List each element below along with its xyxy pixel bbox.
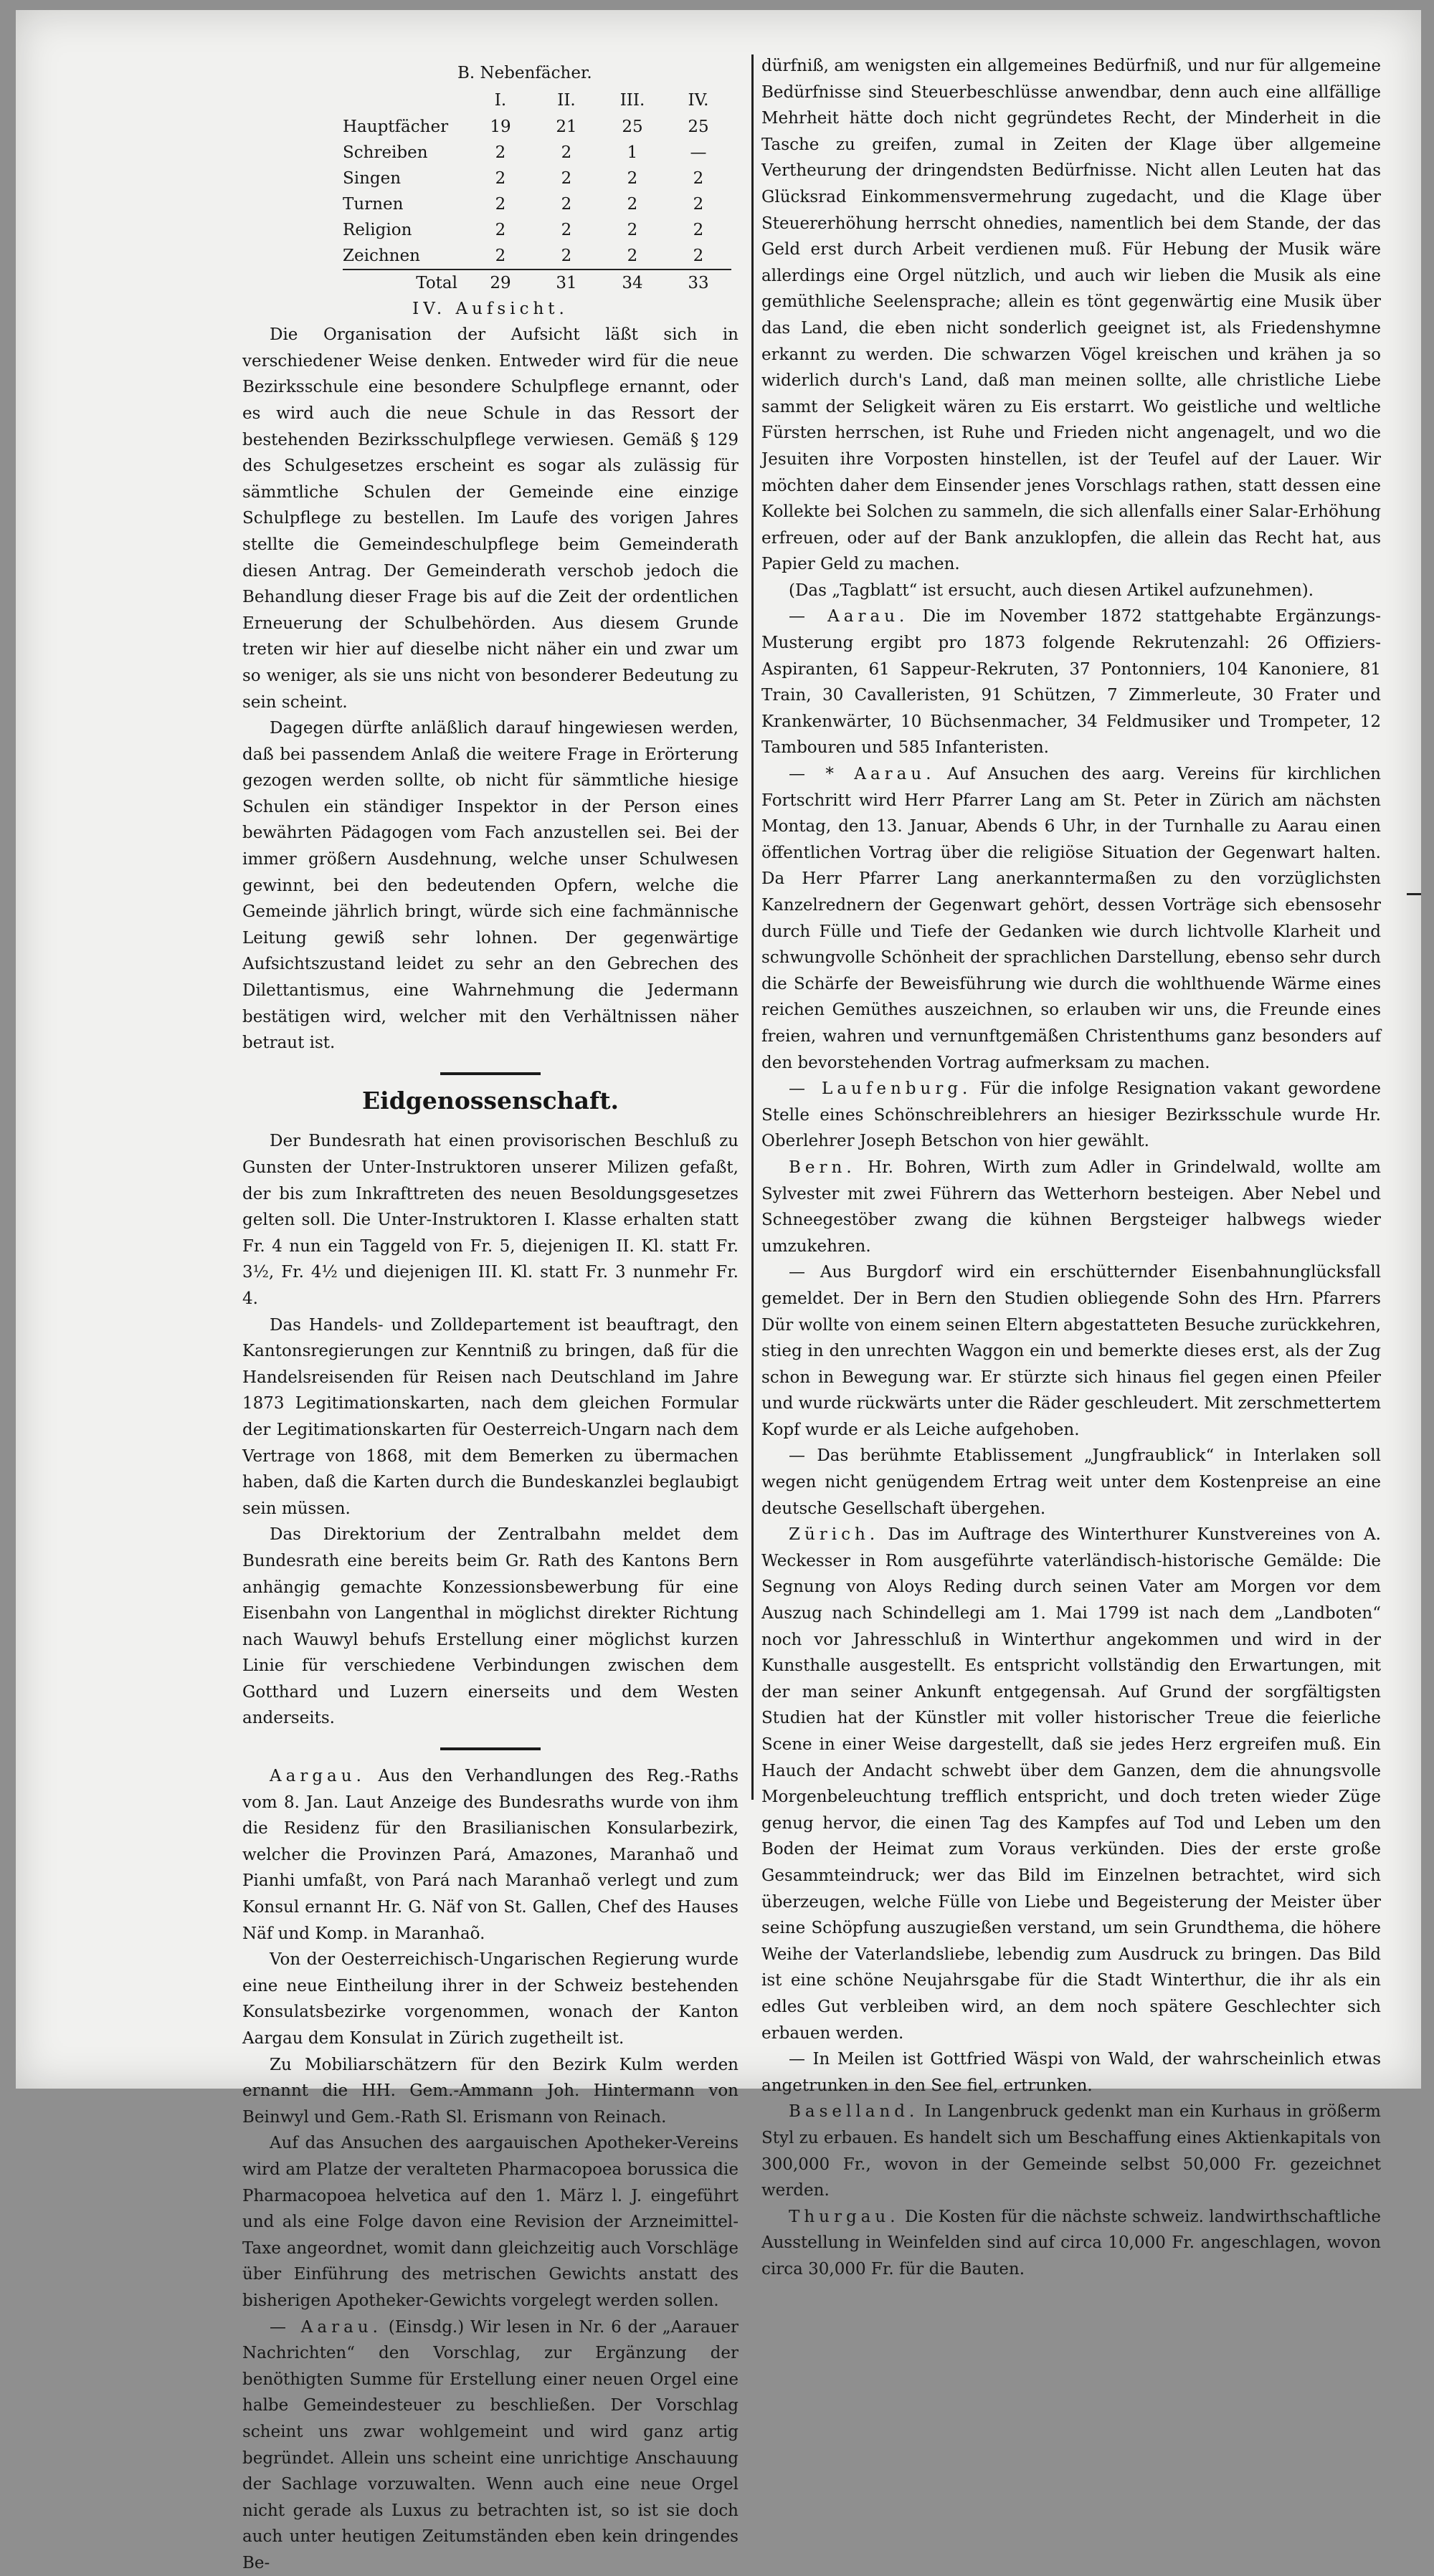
right-column [761, 53, 1381, 2282]
table-row [343, 140, 731, 166]
news-item [761, 1522, 1381, 2046]
dateline: — Laufenburg. [789, 1079, 972, 1099]
total-cell: 29 [467, 269, 533, 296]
cell: 2 [561, 143, 572, 162]
row-label: Zeichnen [343, 246, 420, 265]
table-row [343, 217, 731, 243]
dateline: — Aarau. [789, 607, 909, 626]
left-column [242, 60, 739, 2576]
news-text: Für die infolge Resignation vakant gewordene Stelle eines Schönschreiblehrers an hiesiger Bezirksschule wurde Hr. Oberlehrer Joseph Betschon von hier gewählt. [761, 1079, 1381, 1151]
cell: 19 [490, 117, 511, 136]
cell: 2 [627, 220, 638, 239]
paragraph: — Das berühmte Etablissement „Jungfraublick“ in Interlaken soll wegen nicht genügendem Ertrag weit unter dem Kostenpreise an eine deutsche Gesellschaft übergehen. [761, 1446, 1381, 1518]
cell: 2 [693, 220, 704, 239]
total-cell: 33 [665, 269, 731, 296]
table-caption: B. Nebenfächer. [457, 64, 592, 82]
column-divider [751, 54, 754, 1800]
section-heading-aufsicht: IV. Aufsicht. [412, 299, 569, 318]
header-cell: IV. [688, 90, 709, 110]
paragraph: — In Meilen ist Gottfried Wäspi von Wald, der wahrscheinlich etwas angetrunken in den See fiel, ertrunken. [761, 2050, 1381, 2095]
cell: 21 [556, 117, 577, 136]
row-label: Schreiben [343, 143, 428, 162]
total-cell: 34 [599, 269, 665, 296]
cell: 25 [688, 117, 709, 136]
paragraph: Die Organisation der Aufsicht läßt sich in verschiedener Weise denken. Entweder wird für die neue Bezirksschule eine besondere Schulpflege ernannt, oder es wird auch die neue Schule in das Ressort der bestehenden Bezirksschulpflege verwiesen. Gemäß § 129 des Schulgesetzes erscheint es sogar als zulässig für sämmtliche Schulen der Gemeinde eine einzige Schulpflege zu bestellen. Im Laufe des vorigen Jahres stellte die Gemeindeschulpflege beim Gemeinderath diesen Antrag. Der Gemeinderath verschob jedoch die Behandlung dieser Frage bis auf die Zeit der ordentlichen Erneuerung der Schulbehörden. Aus diesem Grunde treten wir hier auf dieselbe nicht näher ein und zwar um so weniger, als sie uns nicht von besonderer Bedeutung zu sein scheint. [242, 325, 739, 712]
cell: 2 [627, 194, 638, 214]
header-cell: III. [619, 90, 645, 110]
table-row [343, 114, 731, 140]
header-cell: I. [494, 90, 507, 110]
news-text: In Langenbruck gedenkt man ein Kurhaus in größerm Styl zu erbauen. Es handelt sich um Beschaffung eines Aktienkapitals von 300,000 Fr., wovon in der Gemeinde selbst 50,000 Fr. gezeichnet werden. [761, 2102, 1381, 2200]
row-label: Religion [343, 220, 412, 239]
dateline: Aargau. [270, 1767, 366, 1786]
cell: 25 [622, 117, 643, 136]
table-total-row [343, 269, 731, 296]
news-item [761, 1076, 1381, 1155]
news-text: Hr. Bohren, Wirth zum Adler in Grindelwald, wollte am Sylvester mit zwei Führern das Wetterhorn besteigen. Aber Nebel und Schneegestöber zwang die kühnen Bergsteiger halbwegs wieder umzukehren. [761, 1158, 1381, 1256]
row-label: Singen [343, 168, 402, 188]
newspaper-page [16, 10, 1421, 2572]
dateline: Thurgau. [789, 2207, 900, 2226]
paragraph: dürfniß, am wenigsten ein allgemeines Bedürfniß, und nur für allgemeine Bedürfnisse sind Steuerbeschlüsse anwendbar, denn auch eine allfällige Mehrheit hätte doch nicht gegründetes Recht, der Minderheit in die Tasche zu greifen, zumal in Zeiten der Klage über allgemeine Vertheurung der dringendsten Bedürfnisse. Nicht allen Leuten hat das Glücksrad Einkommensvermehrung zugedacht, und die Klage über Steuererhöhung herrscht ohnedies, namentlich bei dem Stande, der das Geld erst durch Arbeit verdienen muß. Für Hebung der Musik wäre allerdings eine Orgel nützlich, und auch wir lieben die Musik als eine gemüthliche Seelensprache; allein es tönt gegenwärtig eine Musik über das Land, die eben nicht sonderlich geeignet ist, als Friedenshymne erkannt zu werden. Die schwarzen Vögel kreischen und krähen ja so widerlich durch's Land, daß man meinen sollte, alle christliche Liebe sammt der Seligkeit wären zu Eis erstarrt. Wo geistliche und weltliche Fürsten herrschen, ist Ruhe und Frieden nicht angenagelt, und wo die Jesuiten ihre Vorposten hinstellen, ist der Teufel auf der Lauer. Wir möchten daher dem Einsender jenes Vorschlags rathen, statt dessen eine Kollekte bei Solchen zu sammeln, die sich allenfalls einer Salar-Erhöhung erfreuen, oder auf der Bank anzuklopfen, die allein das Recht hat, aus Papier Geld zu machen. [761, 57, 1381, 574]
paragraph: Dagegen dürfte anläßlich darauf hingewiesen werden, daß bei passendem Anlaß die weitere Frage in Erörterung gezogen werden sollte, ob nicht für sämmtliche hiesige Schulen ein ständiger Inspektor in der Person eines bewährten Pädagogen vom Fach anzustellen sei. Bei der immer größern Ausdehnung, welche unser Schulwesen gewinnt, bei den bedeutenden Opfern, welche die Gemeinde jährlich bringt, würde sich eine fachmännische Leitung gewiß sehr lohnen. Der gegenwärtige Aufsichtszustand leidet zu sehr an den Gebrechen des Dilettantismus, eine Wahrnehmung die Jedermann bestätigen wird, welcher mit den Verhältnissen näher betraut ist. [242, 719, 739, 1053]
cell: 2 [495, 194, 506, 214]
cell: — [690, 143, 707, 162]
divider [440, 1747, 541, 1750]
news-item [242, 2314, 739, 2576]
news-item [242, 1763, 739, 1947]
news-text: Die Kosten für die nächste schweiz. landwirthschaftliche Ausstellung in Weinfelden sind auf circa 10,000 Fr. angeschlagen, wovon circa 30,000 Fr. für die Bauten. [761, 2207, 1381, 2279]
news-text: Aus den Verhandlungen des Reg.-Raths vom 8. Jan. Laut Anzeige des Bundesraths wurde von ihm die Residenz für den Brasilianischen Konsularbezirk, welcher die Provinzen Pará, Amazones, Maranhaõ und Pianhi umfaßt, von Pará nach Maranhaõ verlegt und zum Konsul ernannt Hr. G. Näf von St. Gallen, Chef des Hauses Näf und Komp. in Maranhaõ. [242, 1767, 739, 1943]
dateline: — Aarau. [270, 2317, 382, 2337]
cell: 2 [495, 220, 506, 239]
paragraph: Zu Mobiliarschätzern für den Bezirk Kulm werden ernannt die HH. Gem.-Ammann Joh. Hintermann von Beinwyl und Gem.-Rath Sl. Erismann von Reinach. [242, 2055, 739, 2127]
paragraph: Das Handels- und Zolldepartement ist beauftragt, den Kantonsregierungen zur Kenntniß zu bringen, daß für die Handelsreisenden für Reisen nach Deutschland im Jahre 1873 Legitimationskarten, nach dem gleichen Formular der Legitimationskarten für Oesterreich-Ungarn nach dem Vertrage von 1868, mit dem Bemerken zu übermachen haben, daß die Karten durch die Bundeskanzlei beglaubigt sein müssen. [242, 1315, 739, 1518]
cell: 2 [693, 194, 704, 214]
paragraph: Das Direktorium der Zentralbahn meldet dem Bundesrath eine bereits beim Gr. Rath des Kantons Bern anhängig gemachte Konzessionsbewerbung für eine Eisenbahn von Langenthal in möglichst direkter Richtung nach Wauwyl behufs Erstellung einer möglichst kurzen Linie für verschiedene Verbindungen zwischen dem Gotthard und Luzern einerseits und dem Westen anderseits. [242, 1525, 739, 1728]
news-text: (Einsdg.) Wir lesen in Nr. 6 der „Aarauer Nachrichten“ den Vorschlag, zur Ergänzung der benöthigten Summe für Erstellung einer neuen Orgel eine halbe Gemeindesteuer zu beschließen. Der Vorschlag scheint uns zwar wohlgemeint und wird ganz artig begründet. Allein uns scheint eine unrichtige Anschauung der Sachlage vorzuwalten. Wenn auch eine neue Orgel nicht gerade als Luxus zu betrachten ist, so ist sie doch auch unter heutigen Zeitumständen eben kein dringendes Be- [242, 2317, 739, 2572]
paragraph: — Aus Burgdorf wird ein erschütternder Eisenbahnunglücksfall gemeldet. Der in Bern den Studien obliegende Sohn des Hrn. Pfarrers Dür wollte von einem seinen Eltern abgestatteten Besuche zurückkehren, stieg in den unrechten Waggon ein und bemerkte dieses erst, als der Zug schon in Bewegung war. Er stürzte sich hinaus fiel gegen einen Pfeiler und wurde rückwärts unter die Räder geschleudert. Mit zerschmettertem Kopf wurde er als Leiche aufgehoben. [761, 1263, 1381, 1439]
news-item [761, 2099, 1381, 2203]
news-text: Auf Ansuchen des aarg. Vereins für kirchlichen Fortschritt wird Herr Pfarrer Lang am St. Peter in Zürich am nächsten Montag, den 13. Januar, Abends 6 Uhr, in der Turnhalle zu Aarau einen öffentlichen Vortrag über die religiöse Situation der Gegenwart halten. Da Herr Pfarrer Lang anerkanntermaßen zu den vorzüglichsten Kanzelrednern der Gegenwart gehört, dessen Vorträge sich ebensosehr durch Fülle und Tiefe der Gedanken wie durch lichtvolle Klarheit und schwungvolle Schönheit der sprachlichen Darstellung, ebenso sehr durch die Schärfe der Beweisführung wie durch die wohlthuende Wärme eines reichen Gemüthes auszeichnen, so erlauben wir uns, die Freunde eines freien, wahren und vernunftgemäßen Christenthums ganz besonders auf den bevorstehenden Vortrag aufmerksam zu machen. [761, 765, 1382, 1072]
cell: 2 [561, 246, 572, 265]
paragraph: Der Bundesrath hat einen provisorischen Beschluß zu Gunsten der Unter-Instruktoren unserer Milizen gefaßt, der bis zum Inkrafttreten des neuen Besoldungsgesetzes gelten soll. Die Unter-Instruktoren I. Klasse erhalten statt Fr. 4 nun ein Taggeld von Fr. 5, diejenigen II. Kl. statt Fr. 3½, Fr. 4½ und diejenigen III. Kl. statt Fr. 3 nunmehr Fr. 4. [242, 1132, 739, 1308]
cell: 2 [561, 194, 572, 214]
cell: 2 [495, 143, 506, 162]
cell: 2 [693, 246, 704, 265]
news-item [761, 604, 1381, 761]
total-label: Total [343, 269, 467, 296]
cell: 2 [495, 168, 506, 188]
total-cell: 31 [533, 269, 599, 296]
cell: 2 [561, 220, 572, 239]
subjects-table [343, 87, 731, 296]
paragraph: Von der Oesterreichisch-Ungarischen Regierung wurde eine neue Eintheilung ihrer in der Schweiz bestehenden Konsulatsbezirke vorgenommen, wonach der Kanton Aargau dem Konsulat in Zürich zugetheilt ist. [242, 1950, 739, 2048]
editor-note: (Das „Tagblatt“ ist ersucht, auch diesen Artikel aufzunehmen). [789, 581, 1314, 600]
paragraph: Auf das Ansuchen des aargauischen Apotheker-Vereins wird am Platze der veralteten Pharmacopoea borussica die Pharmacopoea helvetica auf den 1. März l. J. eingeführt und als eine Folge davon eine Revision der Arzneimittel-Taxe angeordnet, womit dann gleichzeitig auch Vorschläge über Einführung des metrischen Gewichts anstatt des bisherigen Apotheker-Gewichts vorgelegt werden sollen. [242, 2134, 739, 2310]
news-item [761, 761, 1381, 1076]
row-label: Turnen [343, 194, 404, 214]
dateline: — * Aarau. [789, 765, 936, 784]
table-header-row [343, 87, 731, 114]
table-row [343, 243, 731, 269]
cell: 2 [693, 168, 704, 188]
dateline: Baselland. [789, 2102, 919, 2122]
cell: 2 [627, 246, 638, 265]
news-item [761, 2204, 1381, 2283]
dateline: Bern. [789, 1158, 856, 1177]
cell: 2 [561, 168, 572, 188]
table-row [343, 191, 731, 217]
dateline: Zürich. [789, 1525, 880, 1545]
cell: 1 [627, 143, 638, 162]
cell: 2 [495, 246, 506, 265]
news-text: Das im Auftrage des Winterthurer Kunstvereines von A. Weckesser in Rom ausgeführte vaterländisch-historische Gemälde: Die Segnung von Aloys Reding durch seinen Vater am Morgen vor dem Auszug nach Schindellegi am 1. Mai 1799 ist nach dem „Landboten“ noch vor Jahresschluß in Winterthur angekommen und wird in der Kunsthalle ausgestellt. Es entspricht vollständig den Erwartungen, mit der man seiner Ankunft entgegensah. Auf Grund der sorgfältigsten Studien hat der Künstler mit voller historischer Treue die feierliche Scene in einer Weise dargestellt, daß sie jedes Herz ergreifen muß. Ein Hauch der Andacht schwebt über dem Ganzen, dem die ahnungsvolle Morgenbeleuchtung trefflich entspricht, und doch treten wieder Züge genug hervor, die einen Tag des Kampfes auf Tod und Leben um den Boden der Heimat zum Voraus verkünden. Dies der erste große Gesammteindruck; wer das Bild im Einzelnen betrachtet, wird sich überzeugen, welche Fülle von Liebe und Begeisterung der Meister über seine Schöpfung auszugießen verstand, um sein Grundthema, die höhere Weihe der Vaterlandsliebe, lebendig zum Ausdruck zu bringen. Das Bild ist eine schöne Neujahrsgabe für die Stadt Winterthur, die ihr als ein edles Gut verbleiben wird, an dem noch spätere Geschlechter sich erbauen werden. [761, 1525, 1381, 2043]
header-cell: II. [557, 90, 576, 110]
section-title-eidgenossenschaft: Eidgenossenschaft. [362, 1086, 619, 1115]
divider [440, 1072, 541, 1075]
edge-mark [1407, 893, 1421, 895]
news-text: Die im November 1872 stattgehabte Ergänzungs-Musterung ergibt pro 1873 folgende Rekrutenzahl: 26 Offiziers-Aspiranten, 61 Sappeur-Rekruten, 37 Pontonniers, 104 Kanoniere, 81 Train, 30 Cavalleristen, 91 Schützen, 7 Zimmerleute, 30 Frater und Krankenwärter, 10 Büchsenmacher, 34 Feldmusiker und Trompeter, 12 Tambouren und 585 Infanteristen. [761, 607, 1381, 758]
cell: 2 [627, 168, 638, 188]
table-row [343, 166, 731, 191]
row-label: Hauptfächer [343, 117, 449, 136]
news-item [761, 1155, 1381, 1259]
